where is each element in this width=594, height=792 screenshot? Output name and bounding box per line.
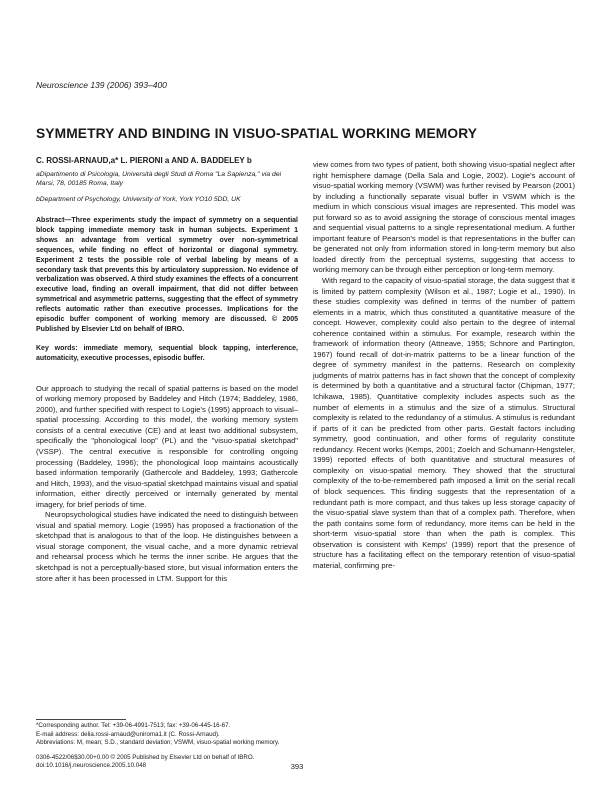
journal-reference: Neuroscience 139 (2006) 393–400	[36, 80, 167, 90]
footnote-rule	[36, 719, 126, 720]
body-paragraph: Neuropsychological studies have indicated the need to distinguish between visual and spatial memory. Logie (1995) has proposed a fractionation of the sketchpad that is analogous to that of the loop. He distinguishes between a visual storage component, the visual cache, and a more dynamic retrieval and rehearsal process which he terms the inner scribe. He argues that the sketchpad is not a perceptually-based store, but visual information enters the store after it has been processed in LTM. Support for this	[36, 510, 298, 583]
footnote-line: E-mail address: delia.rossi-arnaud@uniroma1.it (C. Rossi-Arnaud).	[36, 730, 220, 738]
article-title: SYMMETRY AND BINDING IN VISUO-SPATIAL WORKING MEMORY	[36, 126, 478, 141]
authors: C. ROSSI-ARNAUD,a* L. PIERONI a AND A. BADDELEY b	[36, 156, 252, 165]
body-paragraph: view comes from two types of patient, both showing visuo-spatial neglect after right hemisphere damage (Della Sala and Logie, 2002). Logie's account of visuo-spatial working memory (VSWM) was further revised by Pearson (2001) by including a functionally separate visual buffer in VSWM which is the medium in which conscious visual images are represented. This model was put forward so as to avoid assigning the storage of conscious mental images and sequential visual patterns to a single representational medium. A further important feature of Pearson's model is that representations in the buffer can be generated not only from information stored in long-term memory but also loaded directly from the perceptual systems, suggesting that access to working memory can be through either perception or long-term memory.	[313, 160, 575, 275]
right-column	[313, 160, 575, 571]
issn-line: 0306-4522/06$30.00+0.00 © 2005 Published by Elsevier Ltd on behalf of IBRO.	[36, 753, 255, 761]
body-paragraph: Our approach to studying the recall of spatial patterns is based on the model of working memory proposed by Baddeley and Hitch (1974; Baddeley, 1986, 2000), and further specified with respect to Logie's (1995) approach to visual–spatial processing. According to this model, the working memory system consists of a central executive (CE) and at least two additional subsystem, specifically the "phonological loop" (PL) and the "visuo-spatial sketchpad" (VSSP). The central executive is responsible for controlling ongoing processing (Baddeley, 1996); the phonological loop maintains acoustically based information temporarily (Gathercole and Baddeley, 1993; Gathercole and Hitch, 1993), and the visuo-spatial sketchpad maintains visual and spatial information, either directly perceived or internally generated by mental imagery, for brief periods of time.	[36, 383, 298, 509]
affiliation-a: aDipartimento di Psicologia, Università degli Studi di Roma "La Sapienza," via dei Marsi, 78, 00185 Roma, Italy	[36, 171, 282, 187]
footnote-line: *Corresponding author. Tel: +39-06-4991-7513; fax: +39-06-445-16-67.	[36, 722, 231, 729]
page-number: 393	[290, 762, 304, 771]
keywords: Key words: immediate memory, sequential block tapping, interference, automaticity, executive processes, episodic buffer.	[36, 344, 298, 362]
left-column	[36, 156, 298, 584]
affiliation-b: bDepartment of Psychology, University of York, York YO10 5DD, UK	[36, 196, 241, 203]
body-paragraph: With regard to the capacity of visuo-spatial storage, the data suggest that it is limited by pattern complexity (Wilson et al., 1987; Logie et al., 1990). In these studies complexity was defined in terms of the number of pattern elements in a matrix, which thus constituted a quantitative measure of the concept. However, complexity could also pertain to the degree of internal coherence contained within a stimulus. For example, research within the framework of information theory (Attneave, 1955; Schnore and Partington, 1967) found recall of dot-in-matrix patterns to be a linear function of the degree of symmetry manifest in the patterns. Research on complexity judgments of matrix patterns has in fact shown that the concept of complexity is determined by both a quantitative and a structural factor (Chipman, 1977; Ichikawa, 1985). Quantitative complexity includes aspects such as the number of elements in a stimulus and the size of a stimulus. Structural complexity is related to the redundancy of a stimulus. A stimulus is redundant if parts of it can be predicted from other parts. Gestalt factors including symmetry, good continuation, and other forms of regularity constitute redundancy. Recent works (Kemps, 2001; Zoelch and Schumann-Hengsteler, 1999) reported effects of both quantitative and structural measures of complexity on visuo-spatial memory. They showed that the structural complexity of the to-be-remembered path imposed a limit on the serial recall of block sequences. This finding suggests that the representation of a redundant path is more compact, and thus takes up less storage capacity of the visuo-spatial slave system than that of a complex path. Therefore, when the path contains some form of redundancy, more items can be held in the short-term visuo-spatial store than when the path is complex. This observation is consistent with Kemps' (1999) report that the presence of structure has a facilitating effect on the temporary retention of visuo-spatial material, confirming pre-	[313, 276, 575, 570]
footnote-line: Abbreviations: M, mean; S.D., standard deviation; VSWM, visuo-spatial working memory.	[36, 739, 280, 747]
abstract: Abstract—Three experiments study the impact of symmetry on a sequential block tapping immediate memory task in human subjects. Experiment 1 shows an advantage from vertical symmetry over non-symmetrical sequences, while finding no effect of horizontal or diagonal symmetry. Experiment 2 tests the possible role of verbal labeling by means of a secondary task that prevents this by articulatory suppression. No evidence of verbalization was observed. A third study examines the effects of a concurrent executive load, finding an overall impairment, that did not differ between symmetrical and asymmetric patterns, suggesting that the effect of symmetry reflects automatic rather than executive processes. Implications for the episodic buffer component of working memory are discussed. © 2005 Published by Elsevier Ltd on behalf of IBRO.	[36, 217, 298, 333]
doi-line: doi:10.1016/j.neuroscience.2005.10.048	[36, 762, 147, 770]
